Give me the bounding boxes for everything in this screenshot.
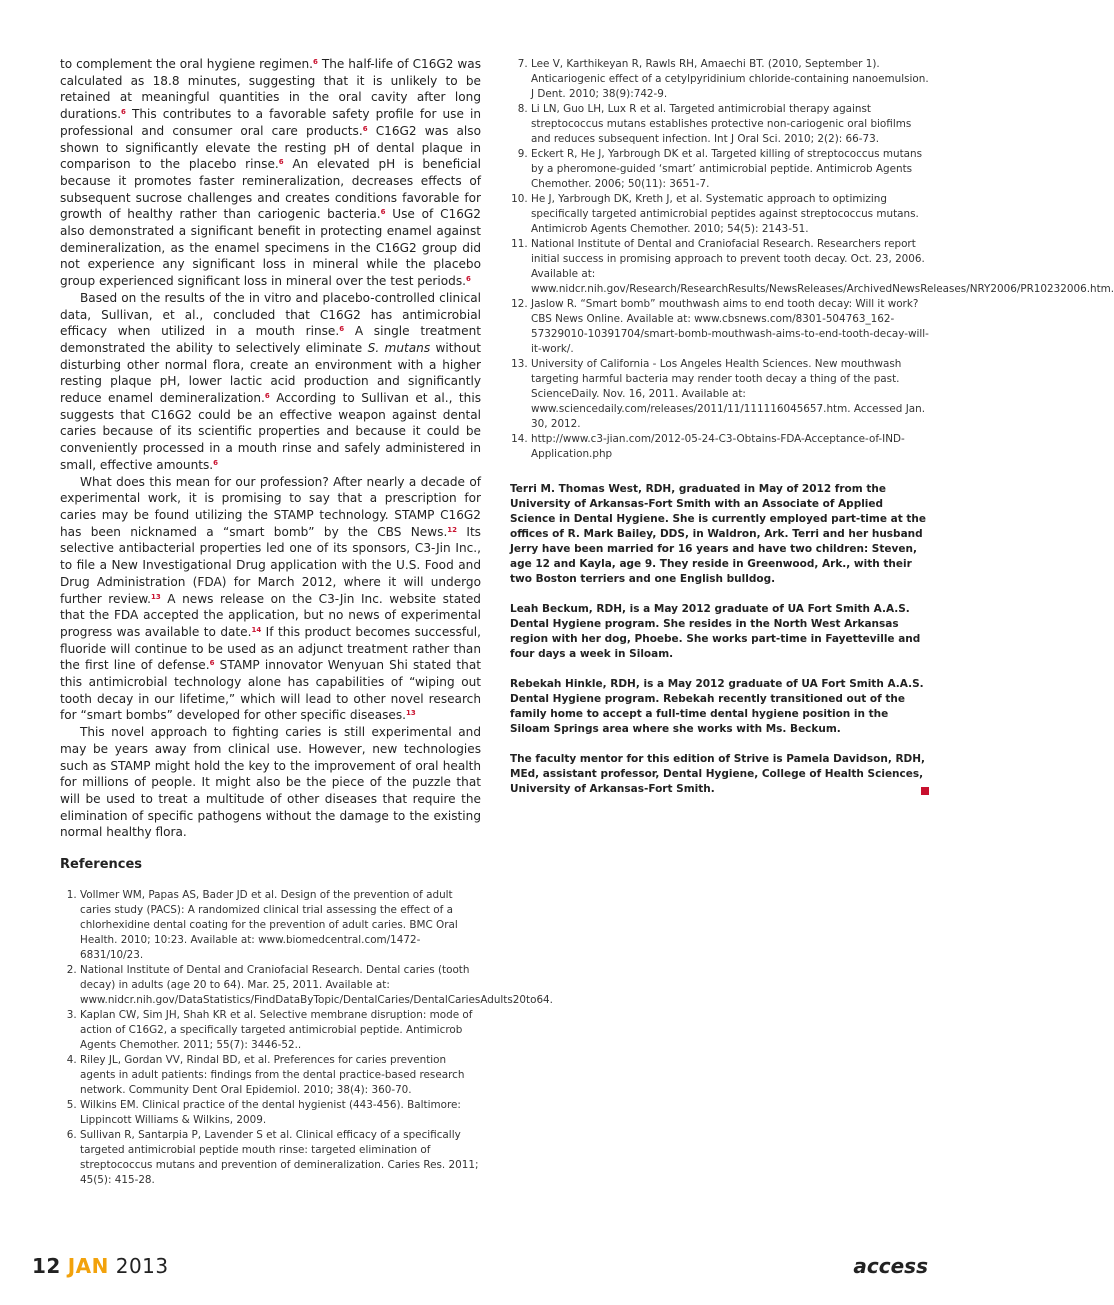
citation-marker: 6 <box>121 108 126 117</box>
article-paragraph-2 <box>60 290 481 474</box>
article-paragraph-4: This novel approach to fighting caries is still experimental and may be years away from clinical use. However, new technologies such as STAMP might hold the key to the improvement of oral health for millions of people. It might also be the piece of the puzzle that will be used to treat a multitude of other diseases that require the elimination of specific pathogens without the damage to the existing normal healthy flora. <box>60 725 481 840</box>
author-bio: Rebekah Hinkle, RDH, is a May 2012 graduate of UA Fort Smith A.A.S. Dental Hygiene program. Rebekah recently transitioned out of the family home to accept a full-time dental hygiene position in the Siloam Springs area where she works with Ms. Beckum. <box>510 678 924 735</box>
reference-item: 12. Jaslow R. “Smart bomb” mouthwash aims to end tooth decay: Will it work? CBS News Online. Available at: www.cbsnews.com/8301-504763_162-57329010-10391704/smart-bomb-mouthwash-aims-to-end-tooth-decay-will-it-work/. <box>531 297 930 357</box>
citation-marker: 13 <box>406 709 416 718</box>
citation-marker: 6 <box>209 659 215 668</box>
text-run: The half-life of C16G2 was calculated as 18.8 minutes, suggesting that it is unlikely to be retained at meaningful quantities in the oral cavity after long durations. <box>60 57 482 122</box>
reference-item: 7. Lee V, Karthikeyan R, Rawls RH, Amaechi BT. (2010, September 1). Anticariogenic effect of a cetylpyridinium chloride-containing nanoemulsion. J Dent. 2010; 38(9):742-9. <box>531 57 930 102</box>
citation-marker: 6 <box>362 124 368 133</box>
page-number: 12 <box>32 1254 61 1278</box>
citation-marker: 14 <box>251 625 262 634</box>
text-run: An elevated pH is beneficial because it promotes faster remineralization, decreases effects of subsequent sucrose challenges and creates conditions favorable for growth of healthy rather than cariogenic bacteria. <box>60 157 481 222</box>
author-bio: Leah Beckum, RDH, is a May 2012 graduate of UA Fort Smith A.A.S. Dental Hygiene program. She resides in the North West Arkansas region with her dog, Phoebe. She works part-time in Fayetteville and four days a week in Siloam. <box>510 603 921 660</box>
reference-item: 11. National Institute of Dental and Craniofacial Research. Researchers report initial success in promising approach to prevent tooth decay. Oct. 23, 2006. Available at: www.nidcr.nih.gov/Research/ResearchResults/NewsReleases/ArchivedNewsReleases/NRY2006/PR10232006.htm. <box>531 237 930 297</box>
references-heading: References <box>60 857 143 872</box>
citation-marker: 6 <box>278 158 284 167</box>
species-name: S. mutans <box>367 340 431 355</box>
reference-item: 5. Wilkins EM. Clinical practice of the dental hygienist (443-456). Baltimore: Lippincott Williams & Wilkins, 2009. <box>80 1098 482 1128</box>
text-run: A single treatment demonstrated the ability to selectively eliminate <box>60 324 482 355</box>
text-run: If this product becomes successful, fluoride will continue to be used as an adjunct treatment rather than the first line of defense. <box>60 624 482 673</box>
citation-marker: 6 <box>313 58 318 66</box>
text-run: to complement the oral hygiene regimen. <box>60 57 314 71</box>
issue-month: JAN <box>67 1254 109 1278</box>
references-list-left <box>60 888 553 1188</box>
page-footer-folio <box>32 1254 169 1278</box>
article-paragraph-3 <box>60 474 481 725</box>
text-run: C16G2 was also shown to significantly elevate the resting pH of dental plaque in comparison to the placebo rinse. <box>60 123 481 172</box>
article-paragraph-1 <box>60 56 481 290</box>
text-run: This contributes to a favorable safety profile for use in professional and consumer oral care products. <box>60 107 481 138</box>
faculty-mentor-note: The faculty mentor for this edition of Strive is Pamela Davidson, RDH, MEd, assistant professor, Dental Hygiene, College of Health Sciences, University of Arkansas-Fort Smith. <box>510 753 926 795</box>
reference-item: 9. Eckert R, He J, Yarbrough DK et al. Targeted killing of streptococcus mutans by a pheromone-guided ‘smart’ antimicrobial peptide. Antimicrob Agents Chemother. 2006; 50(11): 3651-7. <box>531 147 930 192</box>
citation-marker: 6 <box>380 208 386 217</box>
citation-marker: 6 <box>339 325 345 334</box>
reference-item: 3. Kaplan CW, Sim JH, Shah KR et al. Selective membrane disruption: mode of action of C16G2, a specifically targeted antimicrobial peptide. Antimicrob Agents Chemother. 2011; 55(7): 3446-52.. <box>80 1008 482 1053</box>
citation-marker: 6 <box>213 458 218 467</box>
citation-marker: 12 <box>447 525 458 534</box>
issue-year: 2013 <box>115 1254 169 1278</box>
citation-marker: 13 <box>151 592 161 601</box>
text-run: A news release on the C3-Jin Inc. website stated that the FDA accepted the application, but no news of experimental progress was available to date. <box>60 591 481 639</box>
references-list-right <box>510 57 1114 462</box>
reference-item: 13. University of California - Los Angeles Health Sciences. New mouthwash targeting harmful bacteria may render tooth decay a thing of the past. ScienceDaily. Nov. 16, 2011. Available at: www.sciencedaily.com/releases/2011/11/111116045657.htm. Accessed Jan. 30, 2012. <box>531 357 930 432</box>
text-run: Its selective antibacterial properties led one of its sponsors, C3-Jin Inc., to file a New Investigational Drug application with the U.S. Food and Drug Administration (FDA) for March 2012, where it will undergo further review. <box>60 524 481 606</box>
text-run: Use of C16G2 also demonstrated a significant benefit in protecting enamel against demineralization, as the enamel specimens in the C16G2 group did not experience any significant loss in mineral while the placebo group experienced significant loss in mineral over the test periods. <box>60 207 481 289</box>
magazine-name: access <box>853 1254 928 1278</box>
author-bio: Terri M. Thomas West, RDH, graduated in May of 2012 from the University of Arkansas-Fort Smith with an Associate of Applied Science in Dental Hygiene. She is currently employed part-time at the offices of R. Mark Bailey, DDS, in Waldron, Ark. Terri and her husband Jerry have been married for 16 years and have two children: Steven, age 12 and Kayla, age 9. They reside in Greenwood, Ark., with their two Boston terriers and one English bulldog. <box>510 483 926 585</box>
reference-item: 2. National Institute of Dental and Craniofacial Research. Dental caries (tooth decay) in adults (age 20 to 64). Mar. 25, 2011. Available at: www.nidcr.nih.gov/DataStatistics/FindDataByTopic/DentalCaries/DentalCariesAdults20to64. <box>80 963 482 1008</box>
end-of-article-mark <box>921 787 929 795</box>
article-body <box>60 56 481 841</box>
citation-marker: 6 <box>465 275 471 284</box>
author-bios <box>510 482 930 812</box>
reference-item: 14. http://www.c3-jian.com/2012-05-24-C3-Obtains-FDA-Acceptance-of-IND-Application.php <box>531 432 930 462</box>
text-run: without disturbing other normal flora, create an environment with a higher resting plaque pH, lower lactic acid production and significantly reduce enamel demineralization. <box>60 340 481 406</box>
citation-marker: 6 <box>264 392 270 401</box>
text-run: Based on the results of the in vitro and placebo-controlled clinical data, Sullivan, et al., concluded that C16G2 has antimicrobial efficacy when utilized in a mouth rinse. <box>60 290 481 339</box>
text-run: What does this mean for our profession? After nearly a decade of experimental work, it is promising to say that a prescription for caries may be found utilizing the STAMP technology. STAMP C16G2 has been nicknamed a “smart bomb” by the CBS News. <box>60 474 481 539</box>
text-run: According to Sullivan et al., this suggests that C16G2 could be an effective weapon against dental caries because of its scientific properties and because it could be conveniently processed in a mouth rinse and safely administered in small, effective amounts. <box>60 391 482 472</box>
reference-item: 4. Riley JL, Gordan VV, Rindal BD, et al. Preferences for caries prevention agents in adult patients: findings from the dental practice-based research network. Community Dent Oral Epidemiol. 2010; 38(4): 360-70. <box>80 1053 482 1098</box>
text-run: STAMP innovator Wenyuan Shi stated that this antimicrobial technology alone has capabilities of “wiping out tooth decay in our lifetime,” which will lead to other novel research for “smart bombs” developed for other specific diseases. <box>60 658 481 723</box>
reference-item: 8. Li LN, Guo LH, Lux R et al. Targeted antimicrobial therapy against streptococcus mutans establishes protective non-cariogenic oral biofilms and reduces subsequent infection. Int J Oral Sci. 2010; 2(2): 66-73. <box>531 102 930 147</box>
reference-item: 6. Sullivan R, Santarpia P, Lavender S et al. Clinical efficacy of a specifically targeted antimicrobial peptide mouth rinse: targeted elimination of streptococcus mutans and prevention of demineralization. Caries Res. 2011; 45(5): 415-28. <box>80 1128 482 1188</box>
reference-item: 10. He J, Yarbrough DK, Kreth J, et al. Systematic approach to optimizing specifically targeted antimicrobial peptides against streptococcus mutans. Antimicrob Agents Chemother. 2010; 54(5): 2143-51. <box>531 192 930 237</box>
reference-item: 1. Vollmer WM, Papas AS, Bader JD et al. Design of the prevention of adult caries study (PACS): A randomized clinical trial assessing the effect of a chlorhexidine dental coating for the prevention of adult caries. BMC Oral Health. 2010; 10:23. Available at: www.biomedcentral.com/1472-6831/10/23. <box>80 888 482 963</box>
